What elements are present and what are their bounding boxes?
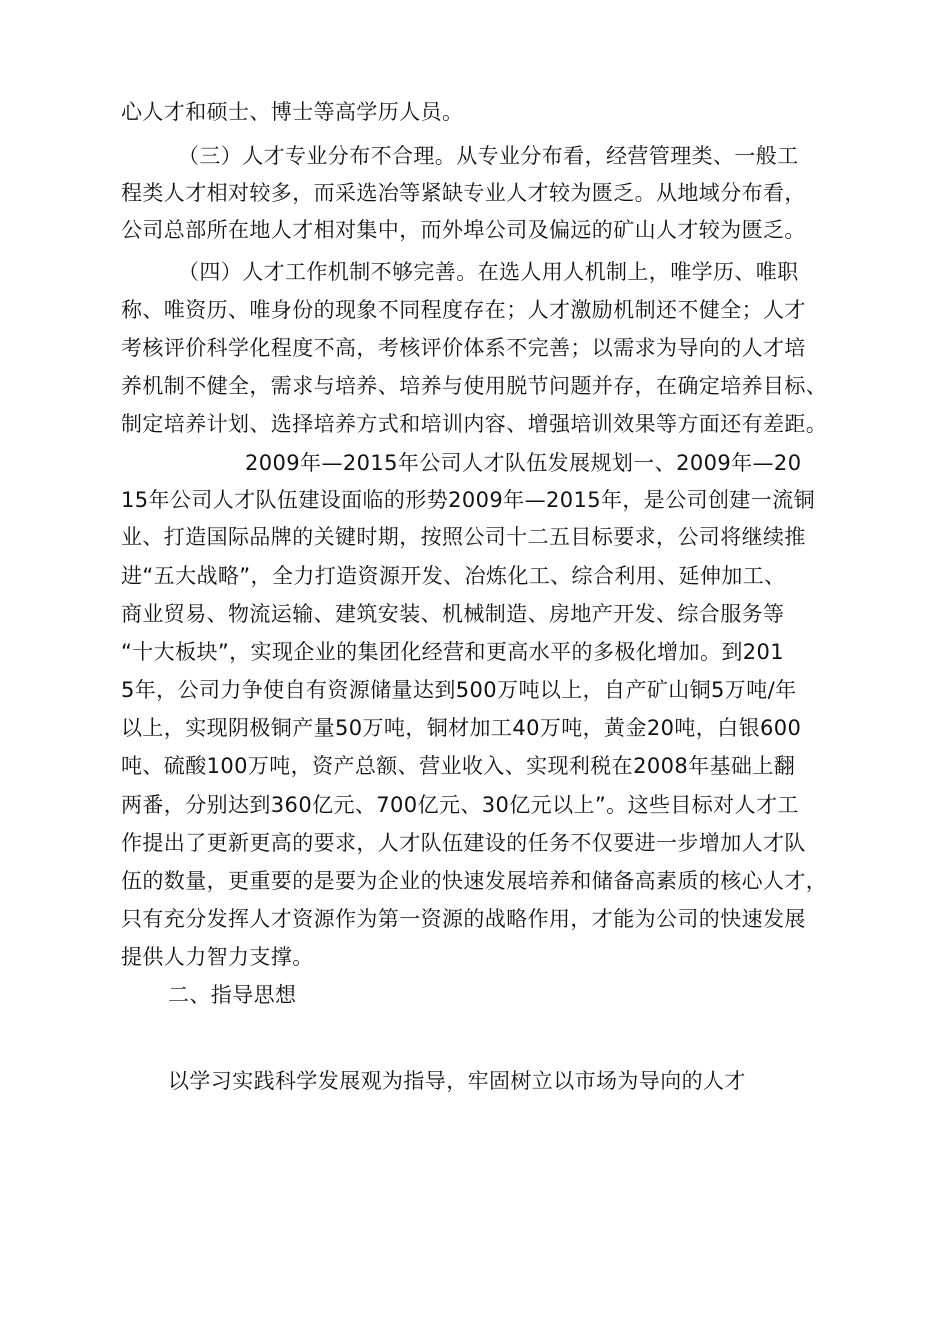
text-line: 以上，实现阴极铜产量50万吨，铜材加工40万吨，黄金20吨，白银600 (121, 716, 802, 740)
section-heading: 二、指导思想 (168, 983, 297, 1007)
text-line: 业、打造国际品牌的关键时期，按照公司十二五目标要求，公司将继续推 (121, 525, 806, 549)
text-line: “十大板块”，实现企业的集团化经营和更高水平的多极化增加。到201 (121, 640, 785, 664)
text-line: 心人才和硕士、博士等高学历人员。 (121, 100, 464, 124)
text-line: 两番，分别达到360亿元、700亿元、30亿元以上”。这些目标对人才工 (121, 793, 799, 817)
text-line: 伍的数量，更重要的是要为企业的快速发展培养和储备高素质的核心人才， (121, 869, 828, 893)
text-line: 提供人力智力支撑。 (121, 945, 314, 969)
text-line: 考核评价科学化程度不高，考核评价体系不完善；以需求为导向的人才培 (121, 336, 806, 360)
text-line: 进“五大战略”，全力打造资源开发、冶炼化工、综合利用、延伸加工、 (121, 564, 786, 588)
text-line: 作提出了更新更高的要求，人才队伍建设的任务不仅要进一步增加人才队 (121, 831, 806, 855)
text-line: 5年，公司力争使自有资源储量达到500万吨以上，自产矿山铜5万吨/年 (121, 678, 797, 702)
text-line: 吨、硫酸100万吨，资产总额、营业收入、实现利税在2008年基础上翻 (121, 754, 796, 778)
text-line: 公司总部所在地人才相对集中，而外埠公司及偏远的矿山人才较为匮乏。 (121, 218, 806, 242)
text-line: 制定培养计划、选择培养方式和培训内容、增强培训效果等方面还有差距。 (121, 412, 828, 436)
text-line: （三）人才专业分布不合理。从专业分布看，经营管理类、一般工 (178, 144, 799, 168)
text-line: 商业贸易、物流运输、建筑安装、机械制造、房地产开发、综合服务等 (121, 602, 785, 626)
text-line: 只有充分发挥人才资源作为第一资源的战略作用，才能为公司的快速发展 (121, 907, 806, 931)
text-line: 2009年—2015年公司人才队伍发展规划一、2009年—20 (245, 451, 802, 475)
text-line: 15年公司人才队伍建设面临的形势2009年—2015年，是公司创建一流铜 (121, 488, 816, 512)
text-line: 称、唯资历、唯身份的现象不同程度存在；人才激励机制还不健全；人才 (121, 298, 806, 322)
text-line: 养机制不健全，需求与培养、培养与使用脱节问题并存，在确定培养目标、 (121, 374, 828, 398)
text-line: （四）人才工作机制不够完善。在选人用人机制上，唯学历、唯职 (178, 260, 799, 284)
text-line: 程类人才相对较多，而采选冶等紧缺专业人才较为匮乏。从地域分布看， (121, 181, 806, 205)
text-line: 以学习实践科学发展观为指导，牢固树立以市场为导向的人才 (168, 1069, 746, 1093)
